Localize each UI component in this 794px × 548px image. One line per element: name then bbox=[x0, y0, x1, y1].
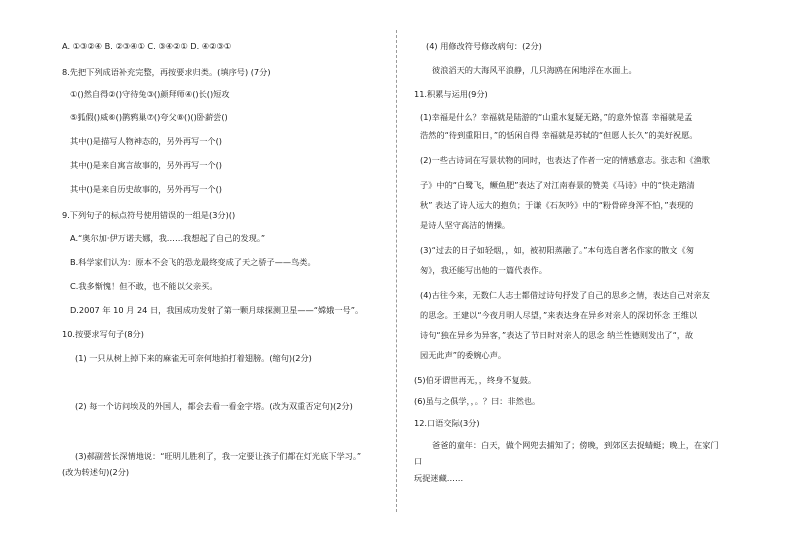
q10-item-3-line2: (改为转述句)(2分) bbox=[62, 467, 130, 477]
q11-3-line2: 匆》，我还能写出他的一篇代表作。 bbox=[420, 265, 547, 275]
q11-4-line3: 诗句“独在异乡为异客，”表达了节日时对亲人的思念 纳兰性德则发出了“，故 bbox=[420, 330, 694, 340]
q-4-title: (4) 用修改符号修改病句：(2分) bbox=[426, 41, 542, 51]
q12-box: 口 bbox=[414, 456, 423, 466]
q8-title: 8.先把下列成语补充完整，再按要求归类。(填序号) (7分) bbox=[62, 67, 271, 77]
q9-option-b: B.科学家们认为：原本不会飞的恐龙最终变成了天之骄子——鸟类。 bbox=[70, 257, 316, 267]
q10-title: 10.按要求写句子(8分) bbox=[62, 329, 144, 339]
q11-2-line1: (2)一些古诗词在写景状物的同时，也表达了作者一定的情感意志。张志和《渔歌 bbox=[420, 155, 710, 165]
q9-option-c: C.我多惭愧！但不敢，也不能以父亲买。 bbox=[70, 281, 218, 291]
q9-title: 9.下列句子的标点符号使用错误的一组是(3分)() bbox=[62, 210, 236, 220]
q12-text-line2: 玩捉迷藏…… bbox=[414, 473, 464, 483]
q11-1-line2: 浩然的“待到重阳日，”的恬闲自得 幸福就是苏轼的“但愿人长久”的美好祝愿。 bbox=[420, 130, 698, 140]
q8-part-a: 其中()是描写人物神态的，另外再写一个() bbox=[70, 136, 222, 146]
q-4-sentence: 彼浪滔天的大海风平浪静，几只海鸥在闲地浮在水面上。 bbox=[432, 65, 637, 75]
q11-4-line4: 园无此声”的委婉心声。 bbox=[420, 350, 507, 360]
q11-2-line4: 是诗人坚守高洁的情操。 bbox=[420, 220, 511, 230]
q11-3-line1: (3)“过去的日子如轻烟，，如，被初阳蒸融了。”本句选自著名作家的散文《匆 bbox=[420, 245, 694, 255]
q7-options: A. ①③②④ B. ②③④① C. ③④②① D. ④②③① bbox=[62, 41, 232, 51]
q8-idioms-row1: ①()然自得②()守待兔③()颜拜师④()长()短攻 bbox=[70, 89, 230, 99]
q9-option-d: D.2007 年 10 月 24 日，我国成功发射了第一颗月球探测卫星——“嫦娥一号”。 bbox=[70, 305, 364, 315]
column-divider bbox=[396, 30, 397, 512]
q9-option-a: A.“奥尔加·伊万诺夫娜，我……我想起了自己的发现。” bbox=[70, 233, 266, 243]
q10-item-2: (2) 每一个访问埃及的外国人，都会去看一看金字塔。(改为双重否定句)(2分) bbox=[75, 401, 353, 411]
q10-item-1: (1) 一只从树上掉下来的麻雀无可奈何地拍打着翅膀。(缩句)(2分) bbox=[75, 353, 312, 363]
q11-4-line1: (4)古往今来，无数仁人志士都借过诗句抒发了自己的思乡之情，表达自己对亲友 bbox=[420, 290, 710, 300]
q11-title: 11.积累与运用(9分) bbox=[414, 89, 488, 99]
q11-2-line2: 子》中的“白鹭飞，鳜鱼肥”表达了对江南春景的赞美《马诗》中的“快走踏清 bbox=[420, 180, 695, 190]
q11-4-line2: 的思念。王建以“今夜月明人尽望，”来表达身在异乡对亲人的深切怀念 王维以 bbox=[420, 310, 698, 320]
q12-title: 12.口语交际(3分) bbox=[414, 418, 480, 428]
q11-6: (6)虽与之俱学，，。？曰：非然也。 bbox=[414, 396, 541, 406]
q8-part-c: 其中()是来自历史故事的，另外再写一个() bbox=[70, 184, 222, 194]
q11-2-line3: 秋” 表达了诗人远大的抱负；于谦《石灰吟》中的“粉骨碎身浑不怕，”表现的 bbox=[420, 200, 694, 210]
q10-item-3-line1: (3)郝副营长深情地说：“旺明儿胜利了，我一定要让孩子们都在灯光底下学习。” bbox=[75, 451, 362, 461]
q8-part-b: 其中()是来自寓言故事的，另外再写一个() bbox=[70, 160, 222, 170]
q12-text-line1: 爸爸的童年：白天，做个网兜去捕知了；傍晚，到郊区去捉蜻蜓；晚上，在家门 bbox=[432, 440, 719, 450]
q8-idioms-row2: ⑤狐假()威⑥()鹊鸦巢⑦()夸父⑧()()卧薪尝() bbox=[70, 112, 228, 122]
q11-1-line1: (1)幸福是什么？幸福就是陆游的“山重水复疑无路，”的意外惊喜 幸福就是孟 bbox=[420, 112, 693, 122]
q11-5: (5)伯牙谓世再无，，终身不复鼓。 bbox=[414, 375, 537, 385]
